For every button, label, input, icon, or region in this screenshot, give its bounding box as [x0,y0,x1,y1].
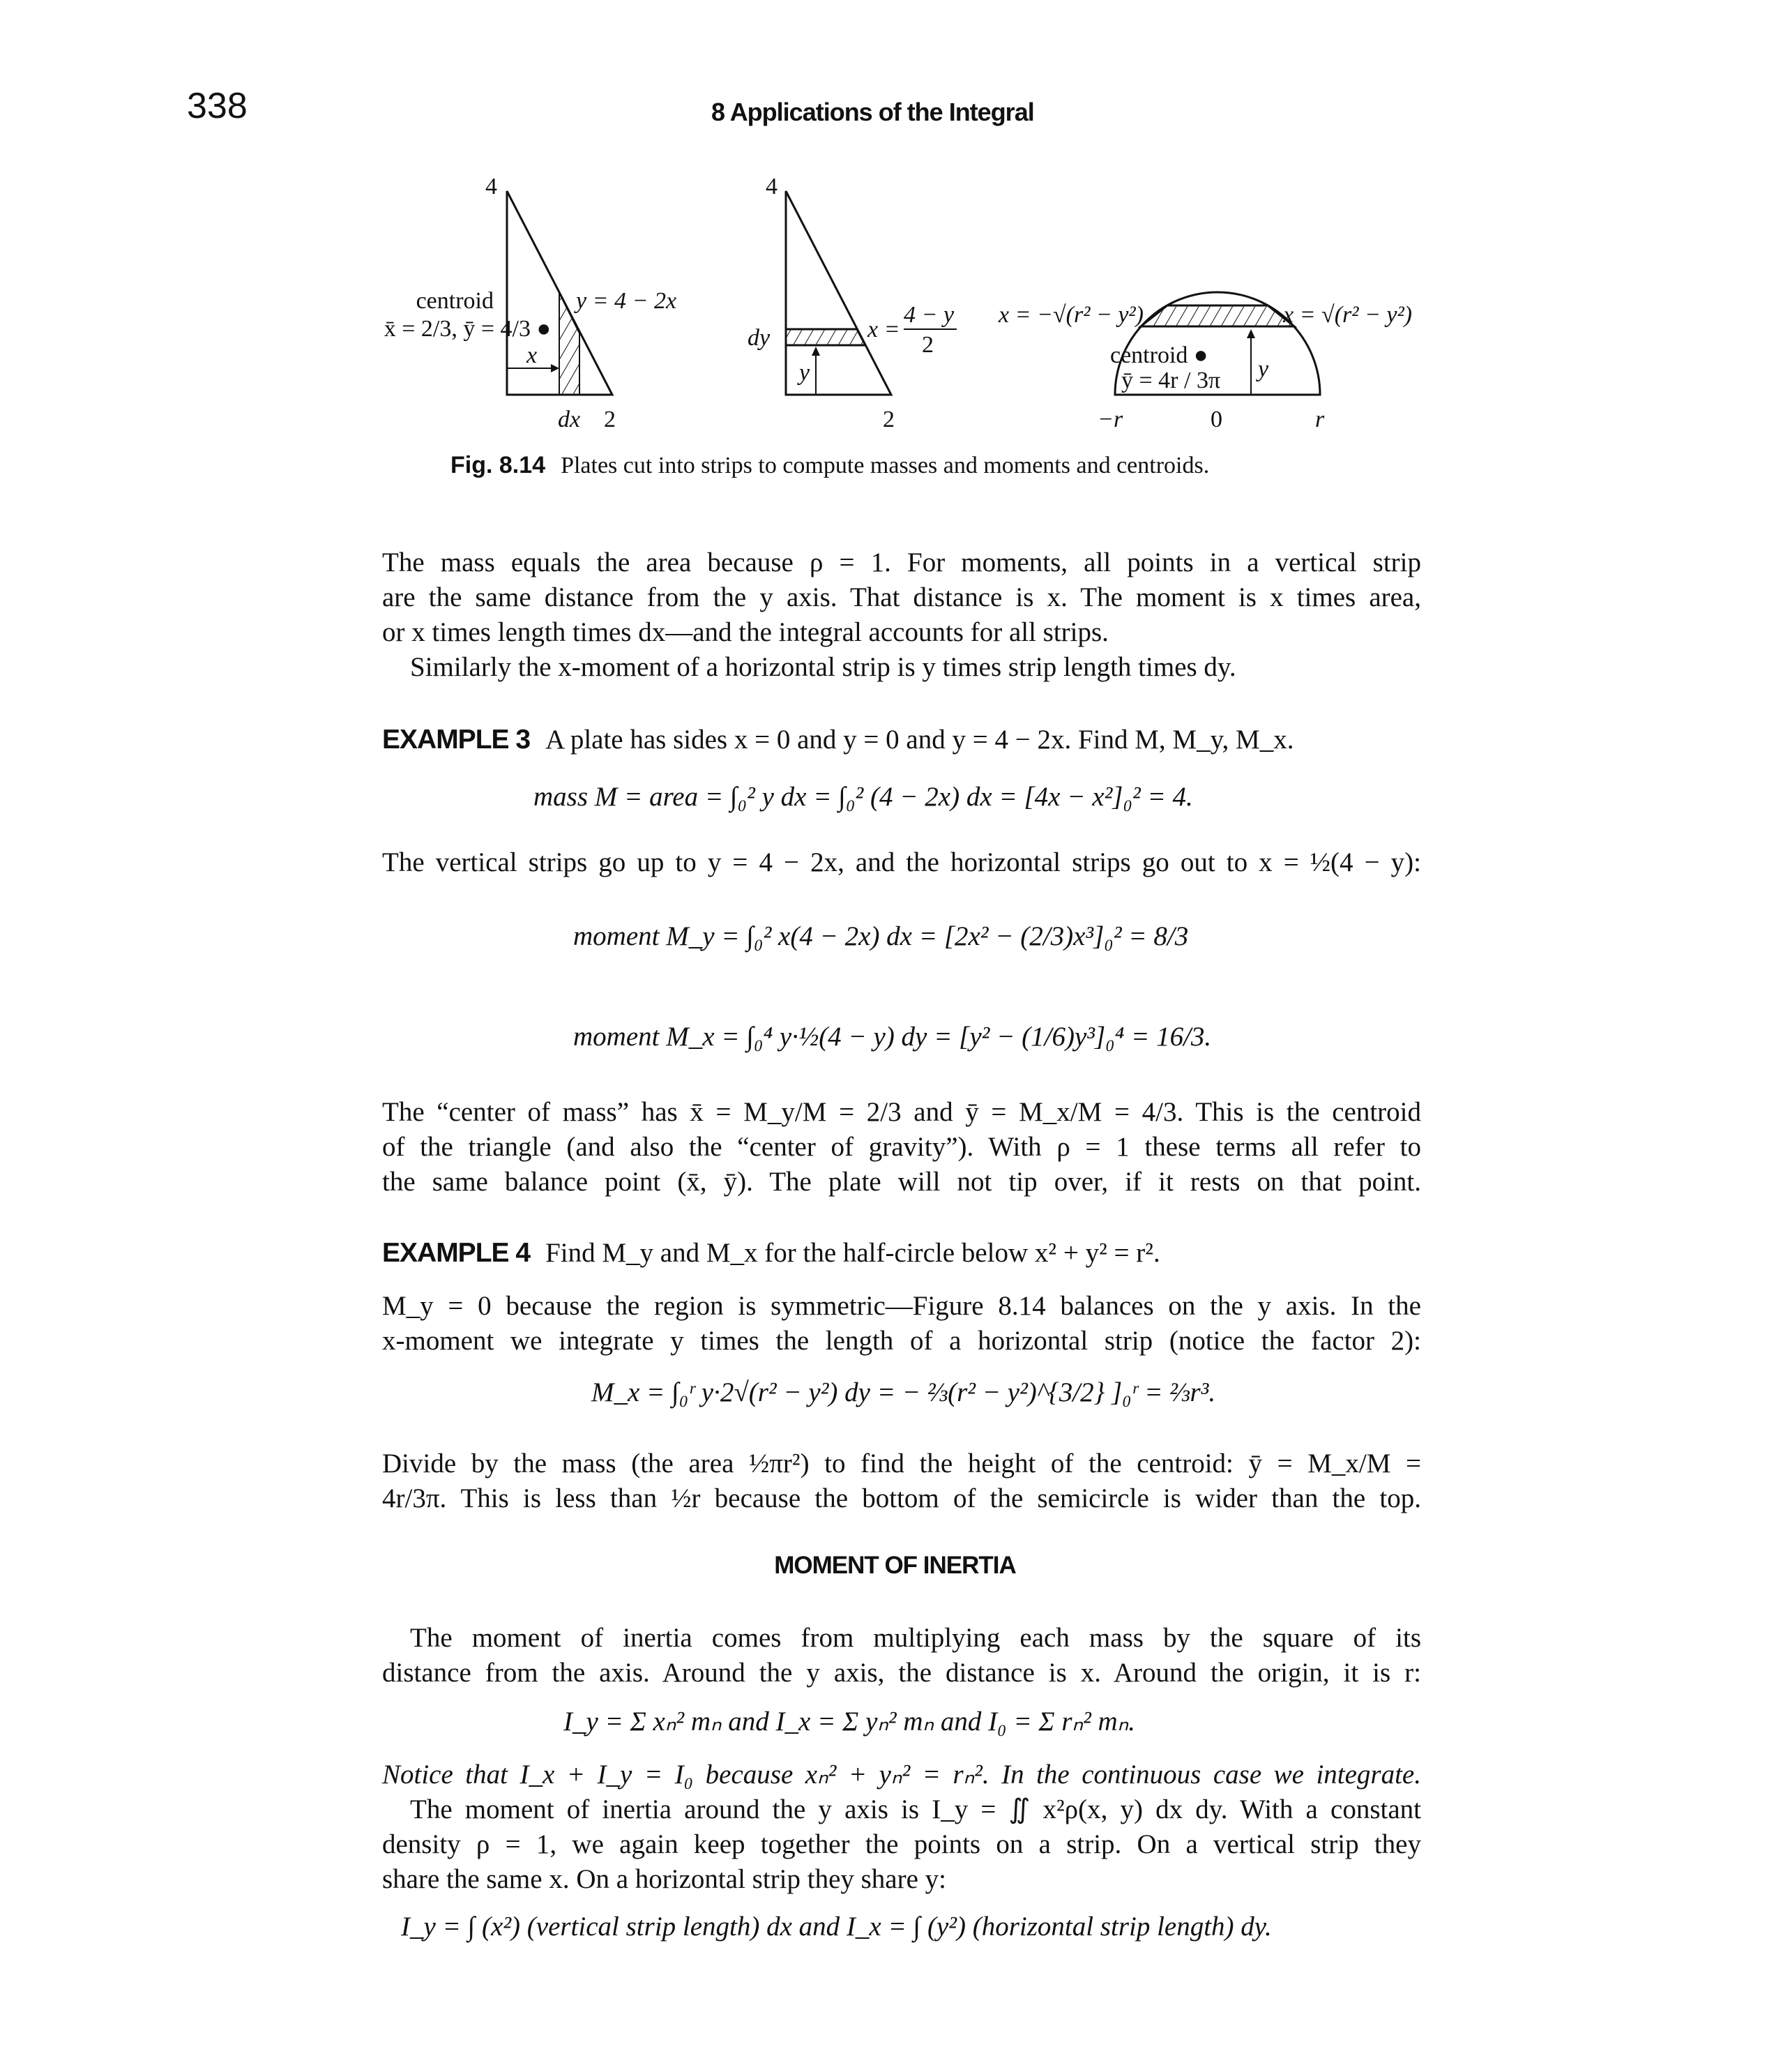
text-line: Divide by the mass (the area ½πr²) to find the height of the centroid: ȳ = M_x/M = [382,1449,1421,1479]
text-line: of the triangle (and also the “center of gravity”). With ρ = 1 these terms all refer to [382,1132,1421,1162]
moment-my-equation: moment M_y = ∫₀² x(4 − 2x) dx = [2x² − (2/3)x³]₀² = 8/3 [573,921,1189,951]
tri2-frac-num: 4 − y [904,302,955,328]
triangle-horizontal-strips [748,174,957,432]
text-line: or x times length times dx—and the integral accounts for all strips. [382,617,1109,647]
text-line: the same balance point (x̄, ȳ). The plate will not tip over, if it rests on that point. [382,1167,1421,1197]
text-line: The moment of inertia around the y axis is I_y = ∬ x²ρ(x, y) dx dy. With a constant [410,1794,1421,1824]
example-4 [382,1236,1421,1271]
text-line: The mass equals the area because ρ = 1. For moments, all points in a vertical strip [382,547,1421,577]
strips-text: The vertical strips go up to y = 4 − 2x, and the horizontal strips go out to x = ½(4 − y): [382,847,1421,877]
mass-equation: mass M = area = ∫₀² y dx = ∫₀² (4 − 2x) dx = [4x − x²]₀² = 4. [533,782,1193,812]
inertia-sums-equation: I_y = Σ xₙ² mₙ and I_x = Σ yₙ² mₙ and I₀ = Σ rₙ² mₙ. [563,1707,1135,1737]
tri2-top-label: 4 [766,174,778,199]
caption-text: Plates cut into strips to compute masses and moments and centroids. [561,453,1210,478]
semi-tick: 0 [1211,407,1222,432]
paragraph-symmetric [382,1289,1421,1359]
figure-8-14 [0,0,1790,446]
semi-tick: r [1315,407,1325,432]
text-line: The “center of mass” has x̄ = M_y/M = 2/3 and ȳ = M_x/M = 4/3. This is the centroid [382,1097,1421,1127]
semi-right-label: x = √(r² − y²) [1283,302,1412,328]
running-head: 8 Applications of the Integral [711,98,1034,126]
example-3-label: EXAMPLE 3 [382,725,531,755]
text-line: Notice that I_x + I_y = I₀ because xₙ² + yₙ² = rₙ². In the continuous case we integrate. [382,1760,1421,1790]
triangle-vertical-strips [384,174,676,432]
text-line: density ρ = 1, we again keep together the points on a strip. On a vertical strip they [382,1829,1421,1859]
paragraph-divide [382,1446,1421,1516]
paragraph-mass [382,545,1421,685]
paragraph-inertia [382,1621,1421,1691]
tri1-centroid-coords: x̄ = 2/3, ȳ = 4/3 ● [384,316,551,342]
text-line: share the same x. On a horizontal strip they share y: [382,1864,947,1894]
text-line: x-moment we integrate y times the length of a horizontal strip (notice the factor 2): [382,1326,1421,1356]
semi-left-label: x = −√(r² − y²) [999,302,1144,328]
tri2-y-label: y [799,360,810,386]
page-number: 338 [187,86,248,126]
paragraph-center-of-mass [382,1095,1421,1200]
tri1-line-label: y = 4 − 2x [576,288,677,314]
tri1-top-label: 4 [485,174,497,199]
text-line: Similarly the x-moment of a horizontal strip is y times strip length times dy. [410,652,1236,682]
semi-y-label: y [1258,356,1269,382]
tri2-frac-den: 2 [922,332,934,358]
caption-label: Fig. 8.14 [450,452,546,478]
tri1-x-label: x [526,342,538,368]
mx-halfcircle-equation: M_x = ∫₀ʳ y·2√(r² − y²) dy = − ⅔(r² − y²)^{3/2} ]₀ʳ = ⅔r³. [591,1377,1216,1407]
text-line: 4r/3π. This is less than ½r because the bottom of the semicircle is wider than the top. [382,1483,1421,1513]
tri2-right-label: 2 [883,407,895,432]
strip-inertia-equation: I_y = ∫ (x²) (vertical strip length) dx and I_x = ∫ (y²) (horizontal strip length) dy. [401,1912,1272,1942]
text-line: distance from the axis. Around the y axis, the distance is x. Around the origin, it is r: [382,1658,1421,1688]
example-3-text: A plate has sides x = 0 and y = 0 and y = 4 − 2x. Find M, M_y, M_x. [545,725,1294,755]
example-4-text: Find M_y and M_x for the half-circle below x² + y² = r². [545,1238,1160,1268]
tri2-line-label: x = [867,317,900,342]
figure-caption [450,452,1209,479]
section-heading: MOMENT OF INERTIA [774,1552,1016,1579]
tri1-centroid-label: centroid [416,288,494,314]
moment-mx-equation: moment M_x = ∫₀⁴ y·½(4 − y) dy = [y² − (1/6)y³]₀⁴ = 16/3. [573,1022,1212,1052]
tri1-dx-label: dx [558,407,581,432]
text-line: are the same distance from the y axis. That distance is x. The moment is x times area, [382,582,1421,612]
tri2-dy-label: dy [748,325,771,351]
text-line: M_y = 0 because the region is symmetric—Figure 8.14 balances on the y axis. In the [382,1291,1421,1321]
semi-centroid-label: centroid ● [1110,342,1208,368]
paragraph-continuous [382,1757,1421,1897]
tri1-right-label: 2 [604,407,616,432]
example-4-label: EXAMPLE 4 [382,1238,531,1268]
semi-tick: −r [1098,407,1123,432]
semi-centroid-y: ȳ = 4r / 3π [1121,368,1221,393]
half-circle [998,292,1412,432]
example-3 [382,723,1421,757]
text-line: The moment of inertia comes from multiplying each mass by the square of its [410,1623,1421,1653]
